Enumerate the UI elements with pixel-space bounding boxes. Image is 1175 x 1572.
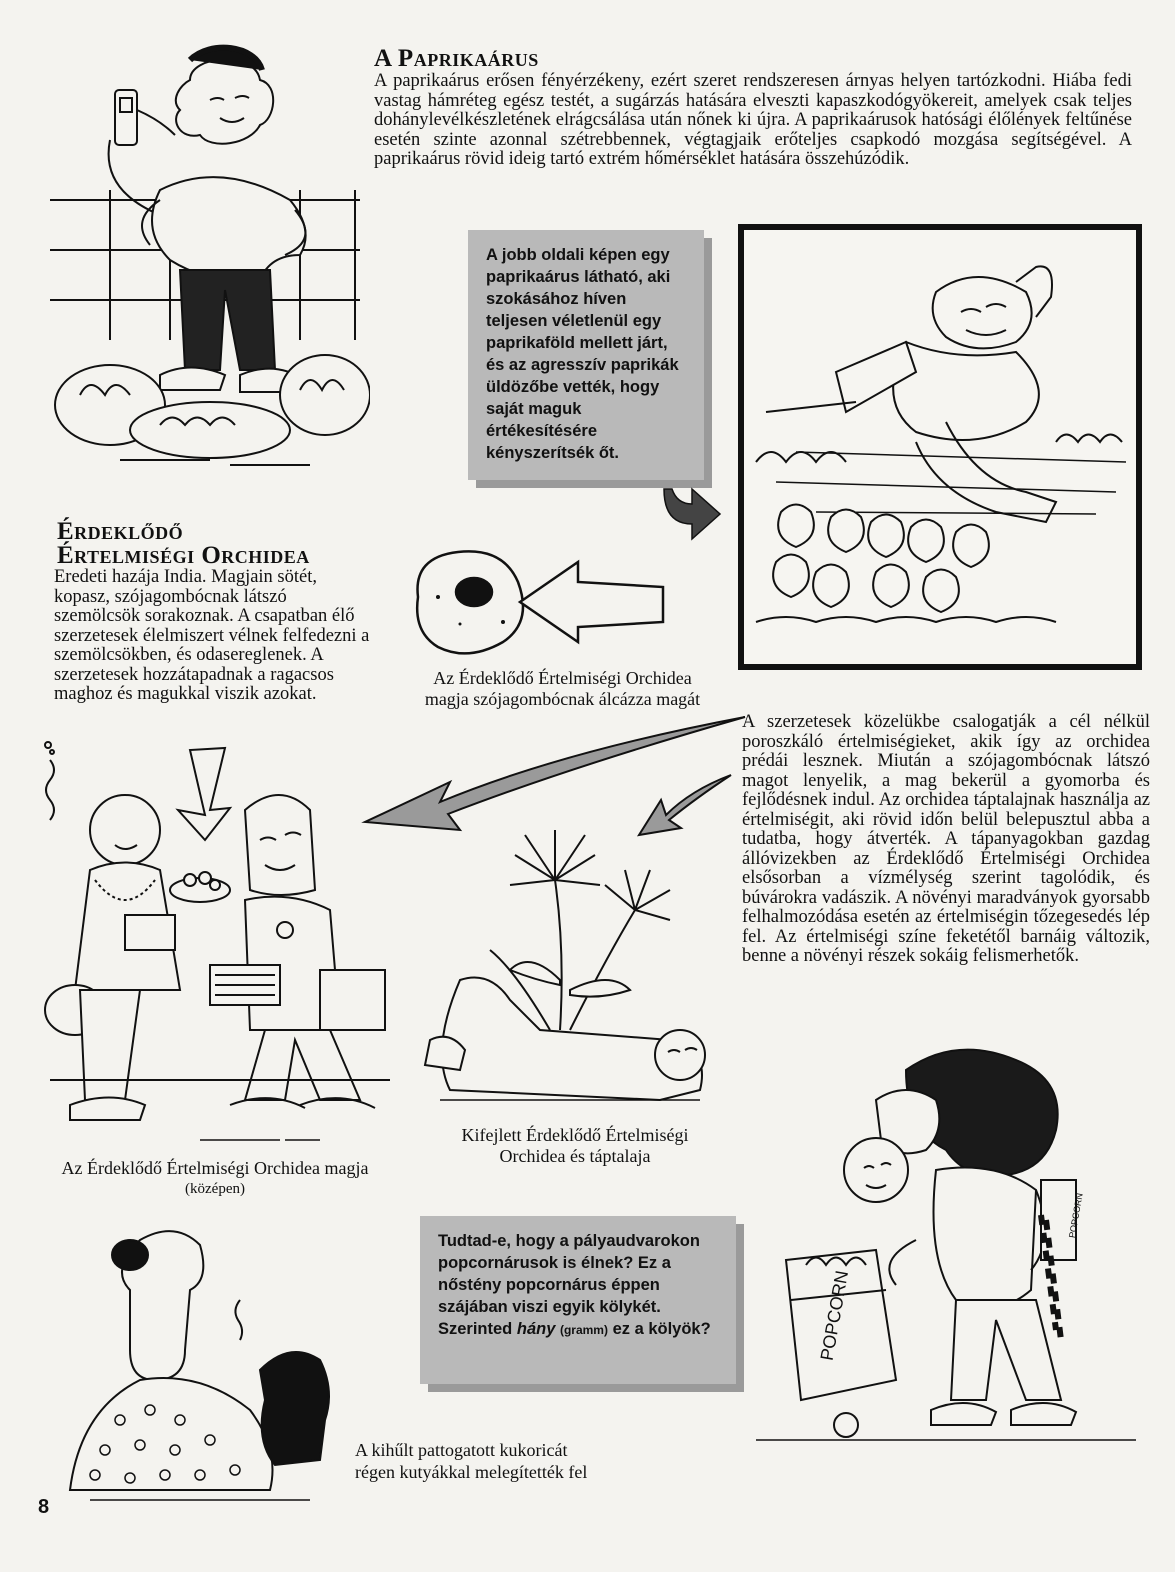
paprika-seller-illustration	[40, 40, 370, 480]
orchid-title-line2: Értelmiségi Orchidea	[57, 542, 310, 569]
monk-caption-line1: Az Érdeklődő Értelmiségi Orchidea magja	[61, 1158, 369, 1178]
plant-caption: Kifejlett Érdeklődő Értelmiségi Orchidea és táptalaja	[461, 1125, 689, 1166]
seed-caption: Az Érdeklődő Értelmiségi Orchidea magja szójagombócnak álcázza magát	[424, 668, 701, 709]
popcorn-box-emphasis: hány	[516, 1320, 556, 1338]
paprika-chase-illustration	[736, 222, 1146, 672]
right-arrow-icon	[662, 484, 722, 544]
orchid-body: Eredeti hazája India. Magjain sötét, kopasz, szójagombócnak látszó szemölcsök sorakoznak. A csapatban élő szerzetesek élelmiszert vélnek felfedezni a szemölcsökben, és odasereglenek. A szerzetesek hozzátapadnak a ragacsos maghoz és magukkal viszik azokat.	[54, 567, 370, 704]
popcorn-box-text-a: Tudtad-e, hogy a pályaudvarokon popcornárusok is élnek? Ez a nőstény popcornárus éppen szájában viszi egyik kölykét. Szerinted	[438, 1232, 700, 1338]
dog-popcorn-illustration	[60, 1220, 350, 1510]
orchid-title-line1: Érdeklődő	[57, 518, 184, 545]
orchid-text-right: A szerzetesek közelükbe csalogatják a cél nélkül poroszkáló értelmiségieket, akik így az orchidea prédái lesznek. Miután a szójagombócnak látszó magot lenyelik, a mag bekerül a gyomorba és fejlődésnek indul. Az orchidea táptalajnak használja az értelmiségit, aki rövid időn belül belepusztul abba a tudatba, hogy átverték. A tápanyagokban gazdag állóvizekben az Érdeklődő Értelmiségi Orchidea elsősorban a vízmélység szerint tagolódik, és búvárokra vadászik. A növényi maradványok gyorsabb felhalmozódása esetén az értelmiségin tőzegesedés lép fel. Az értelmiségi színe feketétől barnáig változik, benne a növényi részek sokáig felismerhetők.	[742, 712, 1150, 966]
popcorn-info-box	[420, 1216, 736, 1384]
paprika-info-box: A jobb oldali képen egy paprikaárus látható, aki szokásához híven teljesen véletlenül egy paprikaföld mellett járt, és az agresszív paprikák üldözőbe vették, hogy saját maguk értékesítésére kényszerítsék őt.	[468, 230, 704, 480]
monk-caption-line2: (középen)	[185, 1181, 245, 1197]
page-number: 8	[38, 1496, 50, 1518]
soy-seed-illustration	[408, 542, 678, 662]
paprika-body: A paprikaárus erősen fényérzékeny, ezért szeret rendszeresen árnyas helyen tartózkodni. Hiába fedi vastag hámréteg egész testét, a sugárzás hatására elveszti kapaszkodógyökereit, amelyek csak teljes dohánylevélkészletének elrágcsálása után nőnek ki újra. A paprikaárusok hatósági élőlények feltűnése esetén szinte azonnal szétrebbennek, végtagjaik erőteljes csapkodó mozgása segítségével. A paprikaárus rövid ideig tartó extrém hőmérséklet hatására összehúzódik.	[374, 71, 1132, 169]
popcorn-seller-illustration	[756, 1040, 1156, 1490]
paprika-title: A Paprikaárus	[374, 45, 539, 72]
dog-caption-line2: régen kutyákkal melegítették fel	[355, 1462, 588, 1482]
dog-caption-line1: A kihűlt pattogatott kukoricát	[355, 1440, 568, 1460]
monks-seed-illustration	[30, 740, 410, 1150]
popcorn-box-text-b: ez a kölyök?	[607, 1320, 711, 1338]
popcorn-box-small: (gramm)	[559, 1323, 608, 1337]
popcorn-bag-label: POPCORN	[1066, 1192, 1085, 1239]
orchid-plant-illustration	[420, 800, 720, 1120]
popcorn-cart-sign: POPCORN	[816, 1269, 853, 1363]
